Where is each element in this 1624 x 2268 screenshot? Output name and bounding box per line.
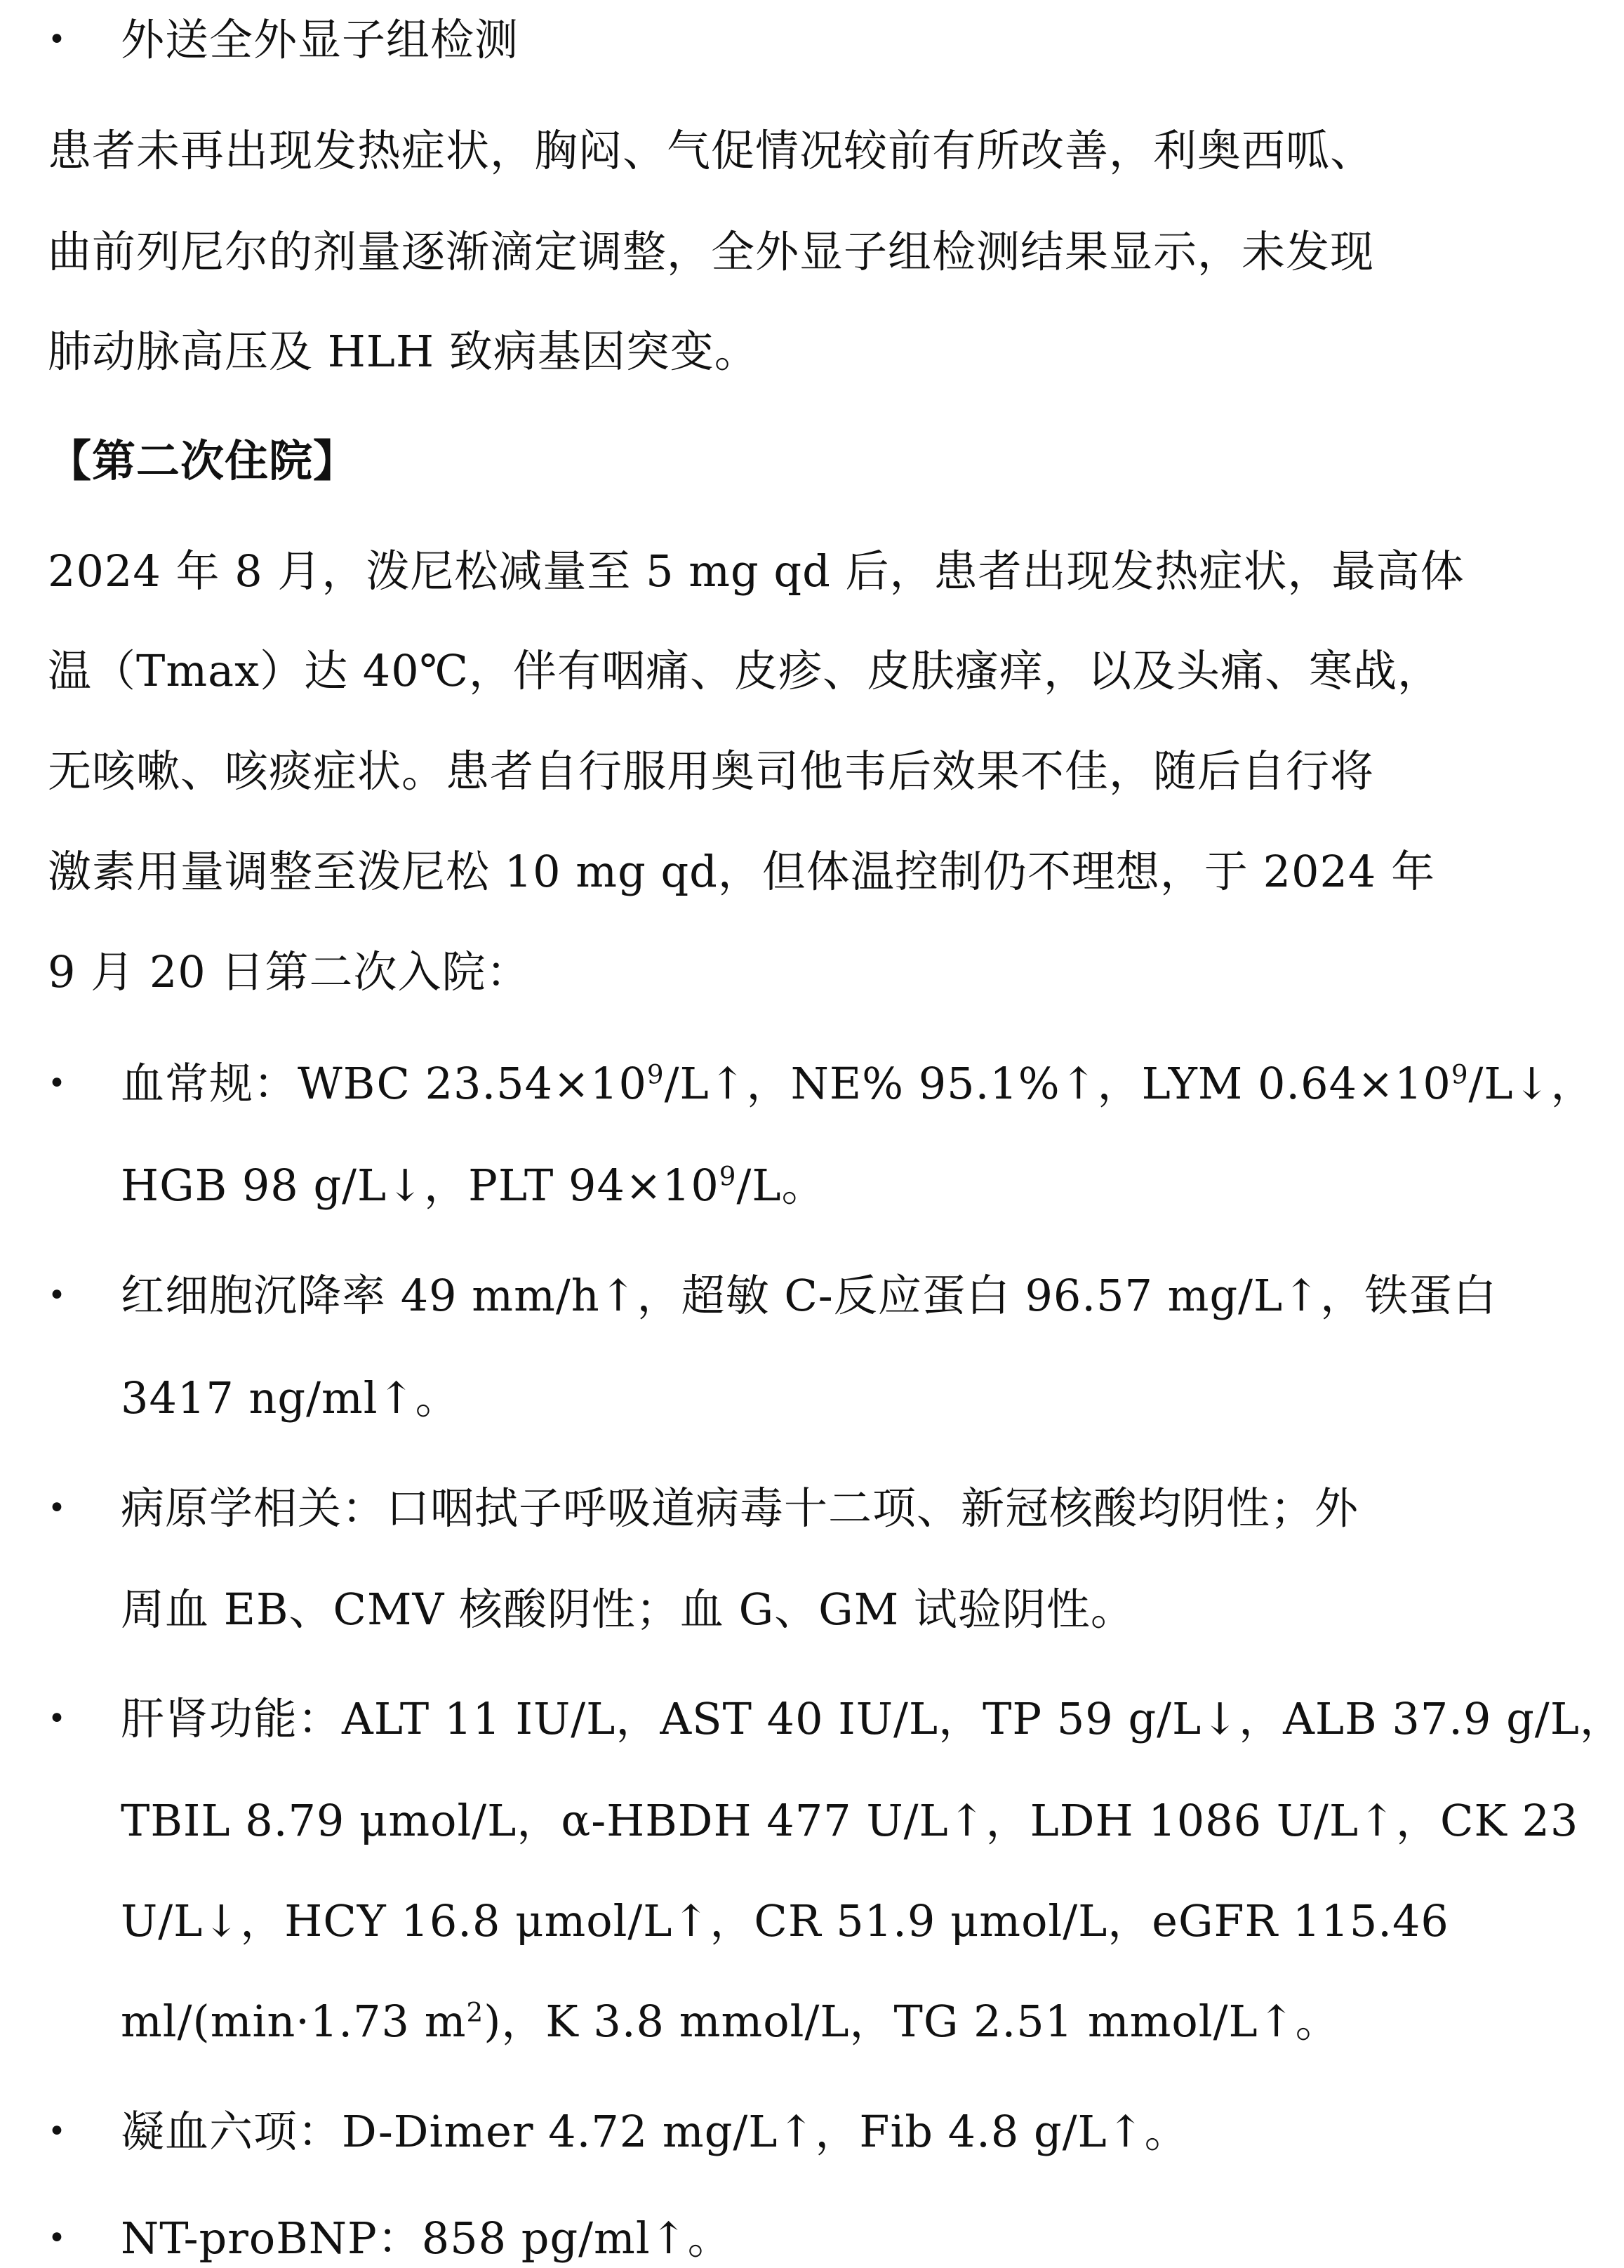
- liver-kidney-line4: [121, 1996, 1340, 2047]
- bullet-marker: •: [48, 1278, 66, 1313]
- blood-routine-text: HGB 98 g/L↓，PLT 94×10: [121, 1160, 719, 1211]
- coagulation-line1: 凝血六项：D-Dimer 4.72 mg/L↑，Fib 4.8 g/L↑。: [121, 2106, 1189, 2157]
- bullet-marker: •: [48, 2114, 66, 2149]
- ntprobnp-line1: NT-proBNP：858 pg/ml↑。: [121, 2213, 732, 2264]
- inflammation-line1: 红细胞沉降率 49 mm/h↑，超敏 C-反应蛋白 96.57 mg/L↑，铁蛋白: [121, 1270, 1498, 1321]
- superscript: 9: [646, 1059, 665, 1090]
- inflammation-line2: 3417 ng/ml↑。: [121, 1372, 460, 1424]
- bullet-marker: •: [48, 2220, 66, 2256]
- liver-kidney-line1: 肝肾功能：ALT 11 IU/L，AST 40 IU/L，TP 59 g/L↓，ALB 37.9 g/L，: [121, 1693, 1624, 1744]
- paragraph2-line1: 2024 年 8 月，泼尼松减量至 5 mg qd 后，患者出现发热症状，最高体: [48, 545, 1465, 597]
- superscript: 2: [466, 1996, 484, 2028]
- superscript: 9: [719, 1160, 737, 1192]
- liver-kidney-text: ml/(min·1.73 m: [121, 1996, 467, 2047]
- blood-routine-text: /L↓，: [1468, 1058, 1595, 1109]
- blood-routine-text: /L↑，NE% 95.1%↑，LYM 0.64×10: [664, 1058, 1451, 1109]
- section-heading: 【第二次住院】: [48, 435, 358, 486]
- intro-bullet-text: 外送全外显子组检测: [121, 14, 519, 65]
- liver-kidney-line3: U/L↓，HCY 16.8 μmol/L↑，CR 51.9 μmol/L，eGFR 115.46: [121, 1895, 1449, 1947]
- blood-routine-line2: [121, 1160, 826, 1211]
- blood-routine-text: 血常规：WBC 23.54×10: [121, 1058, 647, 1109]
- bullet-marker: •: [48, 22, 66, 58]
- liver-kidney-line2: TBIL 8.79 μmol/L，α-HBDH 477 U/L↑，LDH 1086 U/L↑，CK 23: [121, 1795, 1579, 1846]
- paragraph1-line1: 患者未再出现发热症状，胸闷、气促情况较前有所改善，利奥西呱、: [48, 125, 1375, 176]
- paragraph1-line2: 曲前列尼尔的剂量逐渐滴定调整，全外显子组检测结果显示，未发现: [48, 226, 1375, 277]
- paragraph2-line5: 9 月 20 日第二次入院：: [48, 946, 531, 997]
- bullet-marker: •: [48, 1066, 66, 1101]
- paragraph1-line3: 肺动脉高压及 HLH 致病基因突变。: [48, 326, 759, 377]
- blood-routine-line1: [121, 1058, 1595, 1109]
- paragraph2-line4: 激素用量调整至泼尼松 10 mg qd，但体温控制仍不理想，于 2024 年: [48, 846, 1436, 897]
- bullet-marker: •: [48, 1490, 66, 1526]
- bullet-marker: •: [48, 1701, 66, 1737]
- blood-routine-text: /L。: [736, 1160, 826, 1211]
- pathogen-line2: 周血 EB、CMV 核酸阴性；血 G、GM 试验阴性。: [121, 1584, 1135, 1635]
- paragraph2-line2: 温（Tmax）达 40℃，伴有咽痛、皮疹、皮肤瘙痒，以及头痛、寒战，: [48, 645, 1442, 696]
- superscript: 9: [1451, 1059, 1469, 1090]
- pathogen-line1: 病原学相关：口咽拭子呼吸道病毒十二项、新冠核酸均阴性；外: [121, 1483, 1359, 1534]
- liver-kidney-text: )，K 3.8 mmol/L，TG 2.51 mmol/L↑。: [484, 1996, 1340, 2047]
- paragraph2-line3: 无咳嗽、咳痰症状。患者自行服用奥司他韦后效果不佳，随后自行将: [48, 745, 1375, 797]
